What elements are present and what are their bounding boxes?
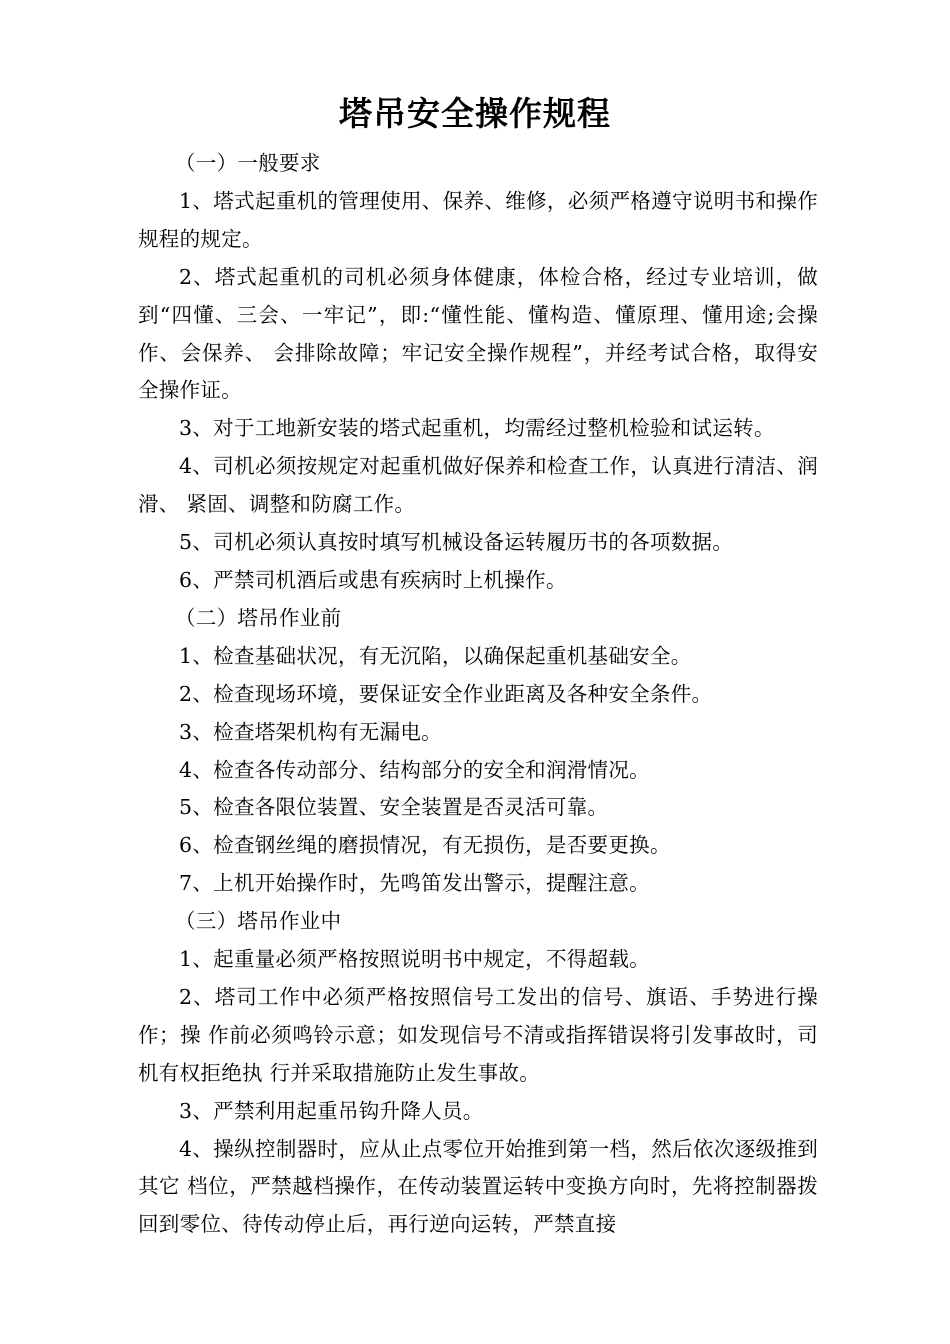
- paragraph: 1、塔式起重机的管理使用、保养、维修，必须严格遵守说明书和操作规程的规定。: [138, 188, 818, 251]
- section-heading: （一）一般要求: [175, 151, 321, 175]
- paragraph: 3、检查塔架机构有无漏电。: [179, 719, 442, 744]
- section-heading: （三）塔吊作业中: [175, 909, 342, 934]
- document-body: [138, 145, 818, 1244]
- paragraph: 1、起重量必须严格按照说明书中规定，不得超载。: [179, 947, 650, 972]
- paragraph: 1、检查基础状况，有无沉陷，以确保起重机基础安全。: [179, 643, 692, 668]
- paragraph: 4、检查各传动部分、结构部分的安全和润滑情况。: [179, 757, 650, 782]
- paragraph: 6、检查钢丝绳的磨损情况，有无损伤，是否要更换。: [179, 833, 671, 858]
- paragraph: 6、严禁司机酒后或患有疾病时上机操作。: [179, 567, 567, 592]
- paragraph: 2、塔司工作中必须严格按照信号工发出的信号、旗语、手势进行操作；操 作前必须鸣铃示意；如发现信号不清或指挥错误将引发事故时，司机有权拒绝执 行并采取措施防止发生事故。: [138, 984, 818, 1085]
- paragraph: 5、司机必须认真按时填写机械设备运转履历书的各项数据。: [179, 530, 734, 555]
- paragraph: 2、检查现场环境，要保证安全作业距离及各种安全条件。: [179, 681, 713, 706]
- paragraph: 3、严禁利用起重吊钩升降人员。: [179, 1098, 484, 1123]
- paragraph: 5、检查各限位装置、安全装置是否灵活可靠。: [179, 795, 609, 820]
- paragraph: 3、对于工地新安装的塔式起重机，均需经过整机检验和试运转。: [179, 416, 775, 441]
- paragraph: 7、上机开始操作时，先鸣笛发出警示，提醒注意。: [179, 871, 650, 896]
- document-title: 塔吊安全操作规程: [339, 94, 611, 133]
- paragraph: 4、司机必须按规定对起重机做好保养和检查工作，认真进行清洁、润滑、 紧固、调整和防腐工作。: [138, 454, 818, 517]
- paragraph: 2、塔式起重机的司机必须身体健康，体检合格，经过专业培训，做到“四懂、三会、一牢记”，即:“懂性能、懂构造、懂原理、懂用途;会操作、会保养、 会排除故障；牢记安全操作规程”，并经考试合格，取得安全操作证。: [138, 264, 818, 403]
- section-heading: （二）塔吊作业前: [175, 605, 342, 630]
- paragraph: 4、操纵控制器时，应从止点零位开始推到第一档，然后依次逐级推到其它 档位，严禁越档操作，在传动装置运转中变换方向时，先将控制器拨回到零位、待传动停止后，再行逆向运转，严禁直接: [138, 1136, 818, 1237]
